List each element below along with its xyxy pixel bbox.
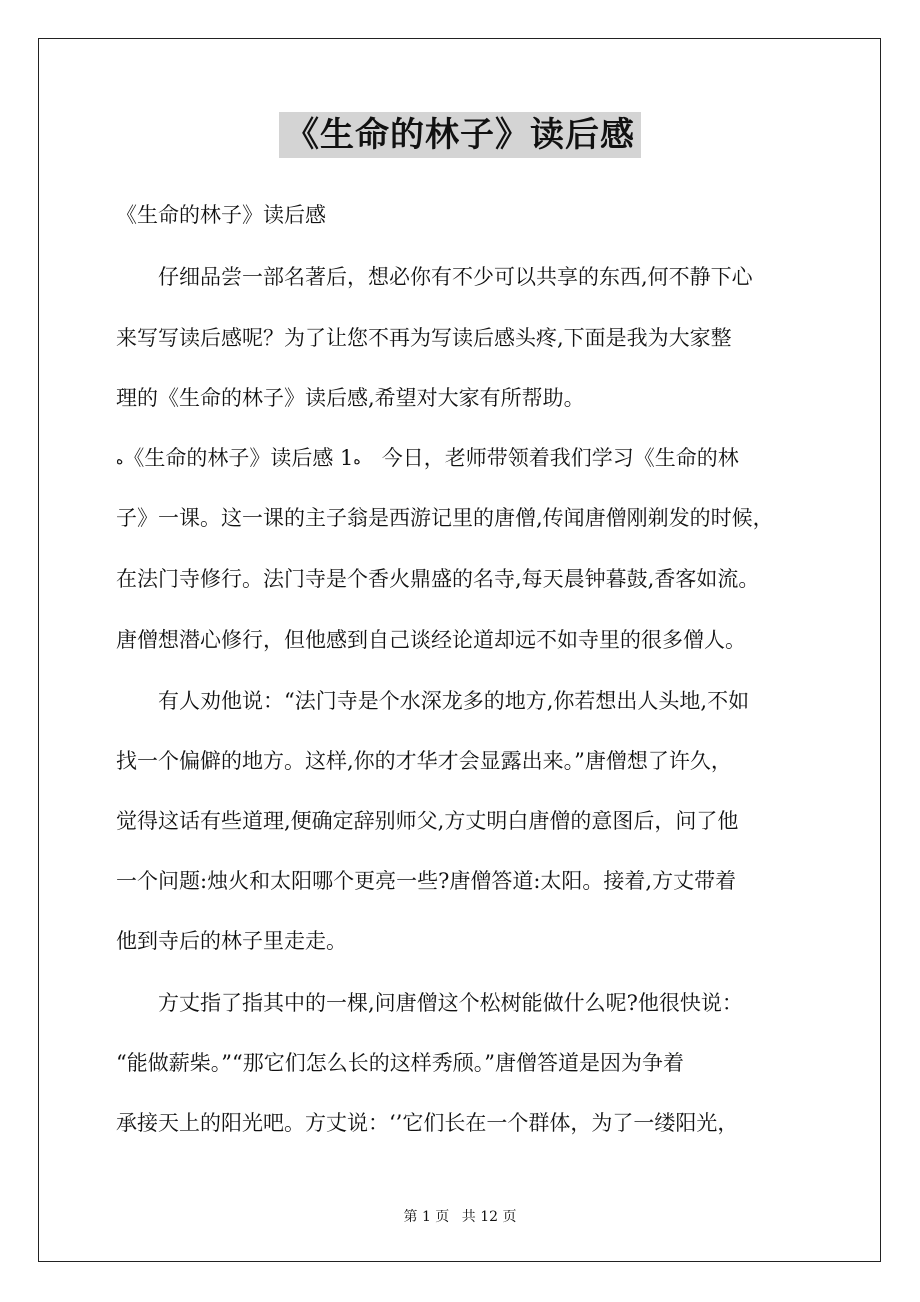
page-number: 第 1 页 xyxy=(403,1209,450,1225)
paragraph-line: 唐僧想潜心修行，但他感到自己谈经论道却远不如寺里的很多僧人。 xyxy=(116,628,746,652)
paragraph-line: 方丈指了指其中的一棵,问唐僧这个松树能做什么呢?他很快说： xyxy=(116,991,743,1015)
marker-glyph: ه xyxy=(353,451,361,468)
paragraph-line: 来写写读后感呢？为了让您不再为写读后感头疼,下面是我为大家整 xyxy=(116,326,732,350)
page-footer xyxy=(0,1206,920,1226)
page-total: 共 12 页 xyxy=(461,1209,517,1225)
section-heading-line xyxy=(116,443,739,475)
paragraph-line: 一个问题:烛火和太阳哪个更亮一些?唐僧答道:太阳。接着,方丈带着 xyxy=(116,869,737,893)
paragraph-line: 他到寺后的林子里走走。 xyxy=(116,929,347,953)
paragraph-line: 觉得这话有些道理,便确定辞别师父,方丈明白唐僧的意图后，问了他 xyxy=(116,809,739,833)
document-subtitle: 《生命的林子》读后感 xyxy=(116,203,326,227)
paragraph-line: 子》一课。这一课的主子翁是西游记里的唐僧,传闻唐僧刚剃发的时候， xyxy=(116,506,774,530)
paragraph-line: “能做薪柴。”“那它们怎么长的这样秀颀。”唐僧答道是因为争着 xyxy=(116,1051,684,1075)
document-title: 《生命的林子》读后感 xyxy=(279,112,641,158)
paragraph-line: 在法门寺修行。法门寺是个香火鼎盛的名寺,每天晨钟暮鼓,香客如流。 xyxy=(116,567,760,591)
paragraph-line: 仔细品尝一部名著后，想必你有不少可以共享的东西,何不静下心 xyxy=(116,265,753,289)
marker-glyph: ه xyxy=(116,451,124,468)
paragraph-line: 找一个偏僻的地方。这样,你的才华才会显露出来。”唐僧想了许久， xyxy=(116,749,732,773)
paragraph-line: 承接天上的阳光吧。方丈说：‘’它们长在一个群体，为了一缕阳光， xyxy=(116,1111,739,1135)
title-block xyxy=(0,112,920,158)
paragraph-line: 今日，老师带领着我们学习《生命的林 xyxy=(360,446,739,470)
paragraph-line: 有人劝他说：“法门寺是个水深龙多的地方,你若想出人头地,不如 xyxy=(116,689,750,713)
section-heading: 《生命的林子》读后感 1 xyxy=(123,446,354,470)
paragraph-line: 理的《生命的林子》读后感,希望对大家有所帮助。 xyxy=(116,386,585,410)
